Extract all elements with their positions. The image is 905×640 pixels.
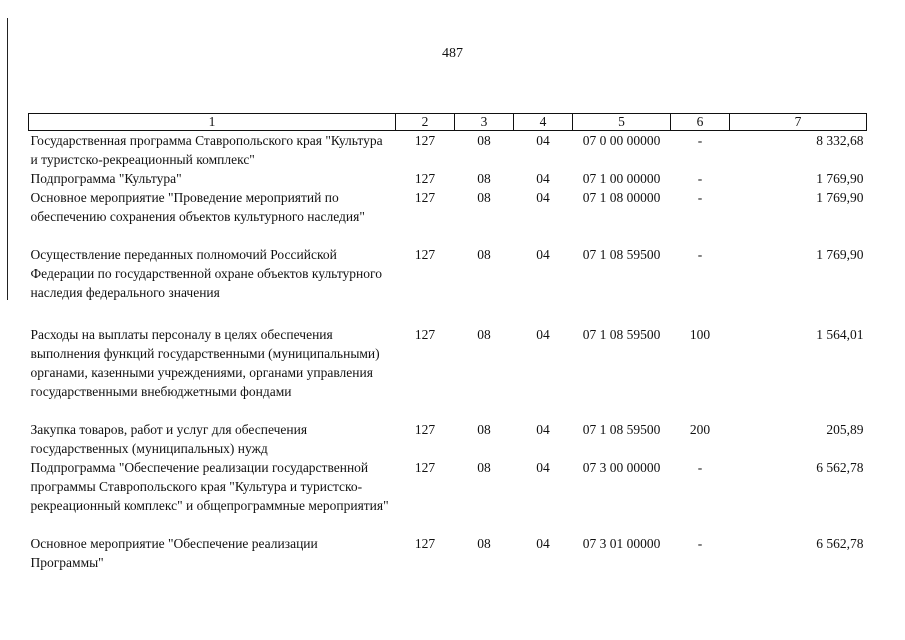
expense-type-code: - [697,247,703,262]
amount: 8 332,68 [816,133,864,148]
target-article-code: 07 1 08 59500 [582,327,661,342]
subsection-code: 04 [536,133,550,148]
table-header-row [29,114,867,131]
column-header: 1 [29,114,396,131]
expense-type-code: - [697,171,703,186]
expense-type-code: 100 [689,327,711,342]
ministry-code: 127 [414,460,436,475]
column-header: 6 [671,114,730,131]
section-code: 08 [477,171,491,186]
subsection-code: 04 [536,171,550,186]
section-code: 08 [477,247,491,262]
target-article-code: 07 0 00 00000 [582,133,661,148]
row-name: Подпрограмма "Культура" [30,171,182,186]
ministry-code: 127 [414,133,436,148]
table-row [29,188,867,245]
expense-type-code: - [697,460,703,475]
subsection-code: 04 [536,536,550,551]
subsection-code: 04 [536,422,550,437]
subsection-code: 04 [536,190,550,205]
target-article-code: 07 3 00 00000 [582,460,661,475]
subsection-code: 04 [536,247,550,262]
target-article-code: 07 3 01 00000 [582,536,661,551]
amount: 1 564,01 [816,327,864,342]
amount: 6 562,78 [816,460,864,475]
amount: 1 769,90 [816,190,864,205]
ministry-code: 127 [414,247,436,262]
table-row [29,458,867,534]
section-code: 08 [477,536,491,551]
row-name: Основное мероприятие "Проведение мероприятий по обеспечению сохранения объектов культурного наследия" [30,190,365,224]
amount: 1 769,90 [816,247,864,262]
row-name: Расходы на выплаты персоналу в целях обеспечения выполнения функций государственными (муниципальными) органами, казенными учреждениями, органами управления государственными внебюджетными фондами [30,327,380,399]
expense-type-code: 200 [689,422,711,437]
expense-type-code: - [697,190,703,205]
ministry-code: 127 [414,536,436,551]
column-header: 2 [396,114,455,131]
section-code: 08 [477,133,491,148]
column-header: 3 [455,114,514,131]
section-code: 08 [477,327,491,342]
row-name: Государственная программа Ставропольского края "Культура и туристско-рекреационный комплекс" [30,133,383,167]
amount: 205,89 [826,422,864,437]
column-header: 5 [573,114,671,131]
subsection-code: 04 [536,327,550,342]
ministry-code: 127 [414,422,436,437]
amount: 1 769,90 [816,171,864,186]
target-article-code: 07 1 08 00000 [582,190,661,205]
ministry-code: 127 [414,171,436,186]
row-name: Закупка товаров, работ и услуг для обеспечения государственных (муниципальных) нужд [30,422,308,456]
target-article-code: 07 1 00 00000 [582,171,661,186]
subsection-code: 04 [536,460,550,475]
table-row [29,169,867,188]
table-row [29,420,867,458]
expense-type-code: - [697,536,703,551]
target-article-code: 07 1 08 59500 [582,422,661,437]
section-code: 08 [477,460,491,475]
section-code: 08 [477,190,491,205]
ministry-code: 127 [414,190,436,205]
column-header: 7 [730,114,867,131]
page-number: 487 [442,46,463,61]
ministry-code: 127 [414,327,436,342]
section-code: 08 [477,422,491,437]
table-row [29,245,867,325]
column-header: 4 [514,114,573,131]
table-row [29,534,867,572]
row-name: Подпрограмма "Обеспечение реализации государственной программы Ставропольского края "Культура и туристско-рекреационный комплекс" и общепрограммные мероприятия" [30,460,389,513]
row-name: Осуществление переданных полномочий Российской Федерации по государственной охране объектов культурного наследия федерального значения [30,247,382,300]
row-name: Основное мероприятие "Обеспечение реализации Программы" [30,536,318,570]
budget-table [28,113,867,572]
amount: 6 562,78 [816,536,864,551]
target-article-code: 07 1 08 59500 [582,247,661,262]
table-row [29,325,867,420]
expense-type-code: - [697,133,703,148]
table-row [29,131,867,170]
